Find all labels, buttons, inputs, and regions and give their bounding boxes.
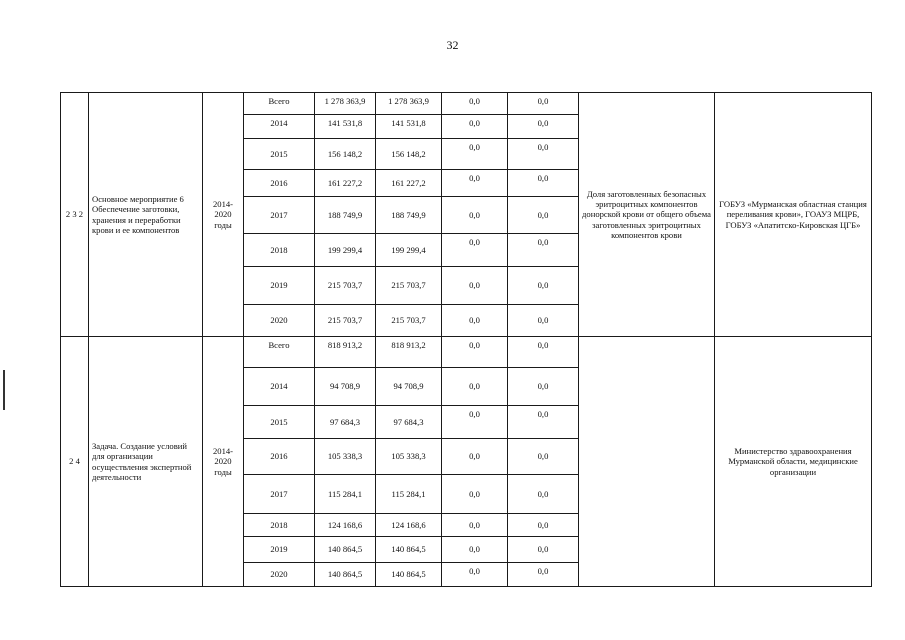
federal-cell: 0,0 <box>442 563 508 587</box>
federal-cell: 0,0 <box>442 514 508 537</box>
other-cell: 0,0 <box>508 368 579 406</box>
other-cell: 0,0 <box>508 305 579 337</box>
year-cell: 2019 <box>244 267 315 305</box>
regional-cell: 140 864,5 <box>376 563 442 587</box>
total-cell: 115 284,1 <box>315 475 376 514</box>
program-table <box>60 92 872 587</box>
section-name: Основное мероприятие 6 Обеспечение заготовки, хранения и переработки крови и ее компонентов <box>89 93 203 337</box>
total-cell: 818 913,2 <box>315 337 376 368</box>
table-row <box>61 337 872 368</box>
regional-cell: 188 749,9 <box>376 197 442 234</box>
regional-cell: 140 864,5 <box>376 537 442 563</box>
year-cell: 2015 <box>244 406 315 439</box>
regional-cell: 141 531,8 <box>376 115 442 139</box>
other-cell: 0,0 <box>508 406 579 439</box>
total-cell: 97 684,3 <box>315 406 376 439</box>
federal-cell: 0,0 <box>442 267 508 305</box>
section-code: 2 4 <box>61 337 89 587</box>
year-cell: Всего <box>244 93 315 115</box>
section-2-3-2 <box>61 93 872 337</box>
federal-cell: 0,0 <box>442 305 508 337</box>
section-indicator: Доля заготовленных безопасных эритроцитных компонентов донорской крови от общего объема заготовленных эритроцитных компонентов крови <box>579 93 715 337</box>
year-cell: 2020 <box>244 305 315 337</box>
section-executor: ГОБУЗ «Мурманская областная станция переливания крови», ГОАУЗ МЦРБ, ГОБУЗ «Апатитско-Кировская ЦГБ» <box>715 93 872 337</box>
table-row <box>61 93 872 115</box>
other-cell: 0,0 <box>508 514 579 537</box>
other-cell: 0,0 <box>508 475 579 514</box>
year-cell: 2019 <box>244 537 315 563</box>
year-cell: 2020 <box>244 563 315 587</box>
federal-cell: 0,0 <box>442 368 508 406</box>
other-cell: 0,0 <box>508 563 579 587</box>
regional-cell: 1 278 363,9 <box>376 93 442 115</box>
other-cell: 0,0 <box>508 234 579 267</box>
federal-cell: 0,0 <box>442 139 508 170</box>
federal-cell: 0,0 <box>442 93 508 115</box>
other-cell: 0,0 <box>508 197 579 234</box>
regional-cell: 156 148,2 <box>376 139 442 170</box>
federal-cell: 0,0 <box>442 439 508 475</box>
year-cell: 2015 <box>244 139 315 170</box>
total-cell: 215 703,7 <box>315 267 376 305</box>
federal-cell: 0,0 <box>442 234 508 267</box>
scan-edge-mark <box>3 370 5 410</box>
federal-cell: 0,0 <box>442 170 508 197</box>
total-cell: 141 531,8 <box>315 115 376 139</box>
total-cell: 199 299,4 <box>315 234 376 267</box>
regional-cell: 94 708,9 <box>376 368 442 406</box>
year-cell: 2014 <box>244 368 315 406</box>
total-cell: 124 168,6 <box>315 514 376 537</box>
year-cell: 2016 <box>244 170 315 197</box>
federal-cell: 0,0 <box>442 115 508 139</box>
regional-cell: 97 684,3 <box>376 406 442 439</box>
total-cell: 105 338,3 <box>315 439 376 475</box>
year-cell: 2018 <box>244 234 315 267</box>
section-name: Задача. Создание условий для организации осуществления экспертной деятельности <box>89 337 203 587</box>
total-cell: 215 703,7 <box>315 305 376 337</box>
year-cell: 2016 <box>244 439 315 475</box>
section-2-4 <box>61 337 872 587</box>
year-cell: 2017 <box>244 475 315 514</box>
federal-cell: 0,0 <box>442 406 508 439</box>
year-cell: Всего <box>244 337 315 368</box>
section-code: 2 3 2 <box>61 93 89 337</box>
other-cell: 0,0 <box>508 439 579 475</box>
year-cell: 2017 <box>244 197 315 234</box>
section-period: 2014- 2020 годы <box>203 337 244 587</box>
year-cell: 2018 <box>244 514 315 537</box>
section-period: 2014- 2020 годы <box>203 93 244 337</box>
other-cell: 0,0 <box>508 337 579 368</box>
page-number: 32 <box>446 38 459 52</box>
other-cell: 0,0 <box>508 93 579 115</box>
federal-cell: 0,0 <box>442 197 508 234</box>
other-cell: 0,0 <box>508 115 579 139</box>
total-cell: 188 749,9 <box>315 197 376 234</box>
regional-cell: 215 703,7 <box>376 305 442 337</box>
federal-cell: 0,0 <box>442 337 508 368</box>
regional-cell: 124 168,6 <box>376 514 442 537</box>
regional-cell: 105 338,3 <box>376 439 442 475</box>
other-cell: 0,0 <box>508 267 579 305</box>
total-cell: 140 864,5 <box>315 537 376 563</box>
other-cell: 0,0 <box>508 139 579 170</box>
federal-cell: 0,0 <box>442 475 508 514</box>
regional-cell: 199 299,4 <box>376 234 442 267</box>
total-cell: 161 227,2 <box>315 170 376 197</box>
total-cell: 94 708,9 <box>315 368 376 406</box>
regional-cell: 161 227,2 <box>376 170 442 197</box>
federal-cell: 0,0 <box>442 537 508 563</box>
total-cell: 156 148,2 <box>315 139 376 170</box>
other-cell: 0,0 <box>508 170 579 197</box>
total-cell: 140 864,5 <box>315 563 376 587</box>
regional-cell: 115 284,1 <box>376 475 442 514</box>
year-cell: 2014 <box>244 115 315 139</box>
total-cell: 1 278 363,9 <box>315 93 376 115</box>
section-executor: Министерство здравоохранения Мурманской области, медицинские организации <box>715 337 872 587</box>
regional-cell: 215 703,7 <box>376 267 442 305</box>
section-indicator <box>579 337 715 587</box>
other-cell: 0,0 <box>508 537 579 563</box>
regional-cell: 818 913,2 <box>376 337 442 368</box>
